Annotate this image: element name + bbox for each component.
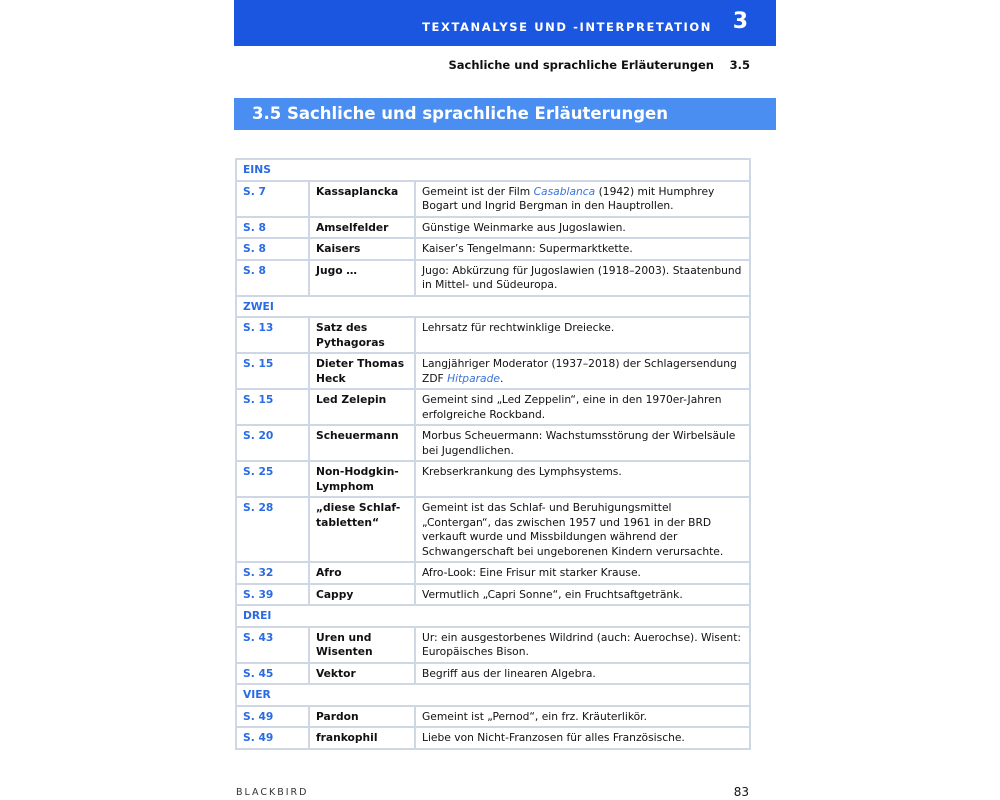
glossary-term: Non-Hodgkin-Lymphom [309, 461, 415, 497]
table-row [236, 389, 750, 425]
chapter-header-band [234, 0, 776, 46]
table-row [236, 461, 750, 497]
glossary-explanation [415, 389, 750, 425]
page-reference: S. 13 [236, 317, 309, 353]
running-head-number: 3.5 [729, 58, 750, 72]
glossary-explanation [415, 584, 750, 606]
glossary-explanation [415, 562, 750, 584]
table-row [236, 238, 750, 260]
glossary-term: frankophil [309, 727, 415, 749]
page-reference: S. 39 [236, 584, 309, 606]
glossary-explanation [415, 260, 750, 296]
explanation-text: Kaiser’s Tengelmann: Supermarktkette. [422, 242, 633, 255]
page-reference: S. 45 [236, 663, 309, 685]
table-row [236, 260, 750, 296]
glossary-explanation [415, 317, 750, 353]
group-header-row [236, 159, 750, 181]
glossary-table [235, 158, 751, 750]
running-head [234, 58, 750, 72]
page-reference: S. 15 [236, 353, 309, 389]
glossary-term: Jugo … [309, 260, 415, 296]
explanation-text: Gemeint sind „Led Zeppelin“, eine in den 1970er-Jahren erfolgreiche Rockband. [422, 393, 722, 421]
explanation-text: Vermutlich „Capri Sonne“, ein Fruchtsaftgetränk. [422, 587, 683, 601]
explanation-text: Afro-Look: Eine Frisur mit starker Krause. [422, 566, 641, 579]
page-reference: S. 15 [236, 389, 309, 425]
glossary-explanation [415, 353, 750, 389]
explanation-text: Langjähriger Moderator (1937–2018) der Schlagersendung ZDF [422, 357, 737, 385]
group-header-row [236, 296, 750, 318]
glossary-explanation [415, 497, 750, 562]
explanation-text: Gemeint ist „Pernod“, ein frz. Kräuterlikör. [422, 709, 647, 723]
page-reference: S. 28 [236, 497, 309, 562]
italic-title: Casablanca [533, 184, 596, 198]
table-row [236, 627, 750, 663]
italic-title: Hitparade [447, 371, 500, 385]
explanation-text: Ur: ein ausgestorbenes Wildrind (auch: Auerochse). Wisent: Europäisches Bison. [422, 630, 741, 658]
glossary-term: Scheuermann [309, 425, 415, 461]
page-reference: S. 8 [236, 217, 309, 239]
table-row [236, 353, 750, 389]
chapter-section-label: TEXTANALYSE UND -INTERPRETATION [422, 20, 712, 34]
glossary-term: „diese Schlaf-tabletten“ [309, 497, 415, 562]
page-reference: S. 25 [236, 461, 309, 497]
explanation-text: (1942) mit Humphrey Bogart und Ingrid Bergman in den Hauptrollen. [422, 184, 715, 212]
glossary-explanation [415, 238, 750, 260]
glossary-explanation [415, 663, 750, 685]
explanation-text: . [499, 371, 504, 385]
group-label: DREI [236, 605, 750, 627]
group-label: VIER [236, 684, 750, 706]
explanation-text: Liebe von Nicht-Franzosen für alles Französische. [422, 731, 685, 744]
explanation-text: Krebserkrankung des Lymphsystems. [422, 465, 622, 478]
glossary-term: Kaisers [309, 238, 415, 260]
group-label: EINS [236, 159, 750, 181]
table-row [236, 663, 750, 685]
table-row [236, 217, 750, 239]
table-row [236, 727, 750, 749]
glossary-term: Vektor [309, 663, 415, 685]
running-head-title: Sachliche und sprachliche Erläuterungen [448, 58, 714, 72]
explanation-text: Morbus Scheuermann: Wachstumsstörung der Wirbelsäule bei Jugendlichen. [422, 429, 736, 457]
page-reference: S. 43 [236, 627, 309, 663]
group-header-row [236, 684, 750, 706]
glossary-explanation [415, 706, 750, 728]
glossary-explanation [415, 217, 750, 239]
group-label: ZWEI [236, 296, 750, 318]
table-row [236, 584, 750, 606]
page-reference: S. 8 [236, 260, 309, 296]
glossary-explanation [415, 425, 750, 461]
explanation-text: Lehrsatz für rechtwinklige Dreiecke. [422, 321, 615, 334]
glossary-explanation [415, 727, 750, 749]
explanation-text: Gemeint ist das Schlaf- und Beruhigungsmittel „Contergan“, das zwischen 1957 und 1961 in der BRD verkauft wurde und Missbildungen während der Schwangerschaft bei ungeborenen Kindern verursachte. [422, 501, 724, 558]
explanation-text: Begriff aus der linearen Algebra. [422, 666, 596, 680]
explanation-text: Günstige Weinmarke aus Jugoslawien. [422, 220, 626, 234]
explanation-text: Gemeint ist der Film [422, 184, 534, 198]
glossary-term: Amselfelder [309, 217, 415, 239]
table-row [236, 181, 750, 217]
table-row [236, 706, 750, 728]
group-header-row [236, 605, 750, 627]
glossary-explanation [415, 627, 750, 663]
publisher-name: BLACKBIRD [236, 787, 309, 798]
page-reference: S. 20 [236, 425, 309, 461]
page-reference: S. 49 [236, 706, 309, 728]
table-row [236, 562, 750, 584]
glossary-term: Cappy [309, 584, 415, 606]
glossary-term: Afro [309, 562, 415, 584]
page-number: 83 [733, 785, 749, 799]
glossary-explanation [415, 461, 750, 497]
table-row [236, 317, 750, 353]
glossary-explanation [415, 181, 750, 217]
glossary-term: Pardon [309, 706, 415, 728]
chapter-number: 3 [732, 9, 748, 34]
glossary-term: Uren und Wisenten [309, 627, 415, 663]
glossary-term: Led Zelepin [309, 389, 415, 425]
section-title-band [234, 98, 776, 130]
glossary-term: Satz des Pythagoras [309, 317, 415, 353]
page-reference: S. 32 [236, 562, 309, 584]
table-row [236, 425, 750, 461]
glossary-term: Kassaplancka [309, 181, 415, 217]
page-reference: S. 7 [236, 181, 309, 217]
explanation-text: Jugo: Abkürzung für Jugoslawien (1918–2003). Staatenbund in Mittel- und Südeuropa. [422, 263, 742, 291]
table-row [236, 497, 750, 562]
section-title: 3.5 Sachliche und sprachliche Erläuterungen [252, 104, 668, 123]
page-reference: S. 49 [236, 727, 309, 749]
glossary-term: Dieter Thomas Heck [309, 353, 415, 389]
page-reference: S. 8 [236, 238, 309, 260]
